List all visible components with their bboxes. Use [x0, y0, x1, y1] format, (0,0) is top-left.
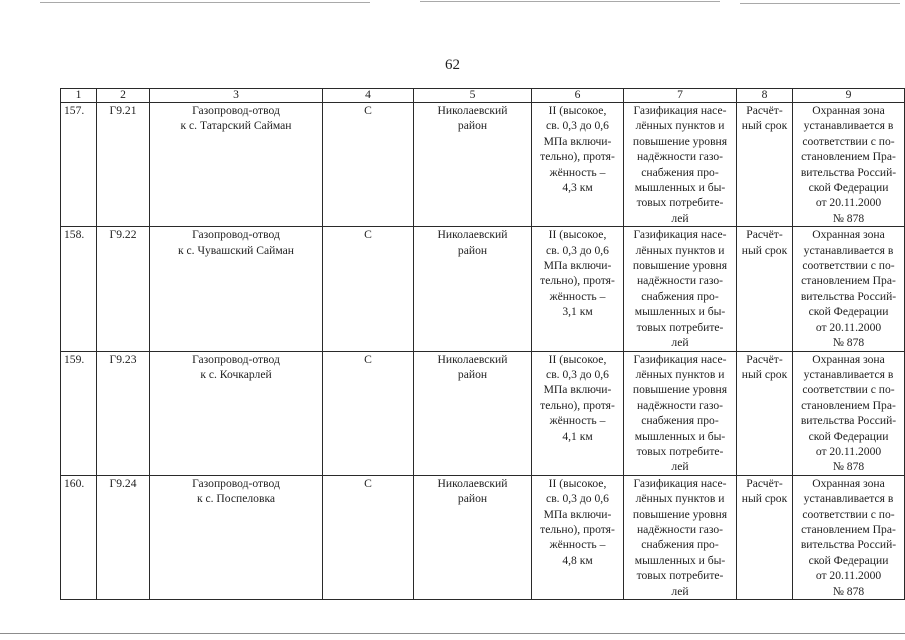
implementation-term: Расчёт- ный срок: [737, 103, 793, 227]
header-col-3: 3: [150, 89, 323, 103]
object-parameters: II (высокое, св. 0,3 до 0,6 МПа включи- тельно), протя- жённость – 4,8 км: [532, 475, 624, 599]
object-parameters: II (высокое, св. 0,3 до 0,6 МПа включи- тельно), протя- жённость – 4,1 км: [532, 351, 624, 475]
implementation-term: Расчёт- ный срок: [737, 351, 793, 475]
object-purpose: Газификация насе- лённых пунктов и повышение уровня надёжности газо- снабжения про- мышленных и бы- товых потребите- лей: [624, 351, 737, 475]
implementation-term: Расчёт- ный срок: [737, 227, 793, 351]
register-table: [60, 88, 905, 600]
table-header: [61, 89, 905, 103]
object-status: С: [323, 475, 414, 599]
header-row: [61, 89, 905, 103]
object-parameters: II (высокое, св. 0,3 до 0,6 МПа включи- тельно), протя- жённость – 3,1 км: [532, 227, 624, 351]
table-row: [61, 351, 905, 475]
object-purpose: Газификация насе- лённых пунктов и повышение уровня надёжности газо- снабжения про- мышленных и бы- товых потребите- лей: [624, 103, 737, 227]
header-col-9: 9: [793, 89, 905, 103]
row-number: 159.: [61, 351, 97, 475]
object-code: Г9.23: [97, 351, 150, 475]
object-code: Г9.24: [97, 475, 150, 599]
header-col-6: 6: [532, 89, 624, 103]
protection-zone: Охранная зона устанавливается в соответствии с по- становлением Пра- вительства Россий- ской Федерации от 20.11.2000 № 878: [793, 103, 905, 227]
protection-zone: Охранная зона устанавливается в соответствии с по- становлением Пра- вительства Россий- ской Федерации от 20.11.2000 № 878: [793, 475, 905, 599]
district: Николаевский район: [414, 103, 532, 227]
row-number: 157.: [61, 103, 97, 227]
header-col-8: 8: [737, 89, 793, 103]
object-purpose: Газификация насе- лённых пунктов и повышение уровня надёжности газо- снабжения про- мышленных и бы- товых потребите- лей: [624, 475, 737, 599]
header-col-2: 2: [97, 89, 150, 103]
header-col-4: 4: [323, 89, 414, 103]
protection-zone: Охранная зона устанавливается в соответствии с по- становлением Пра- вительства Россий- ской Федерации от 20.11.2000 № 878: [793, 227, 905, 351]
protection-zone: Охранная зона устанавливается в соответствии с по- становлением Пра- вительства Россий- ской Федерации от 20.11.2000 № 878: [793, 351, 905, 475]
district: Николаевский район: [414, 475, 532, 599]
object-status: С: [323, 103, 414, 227]
object-name: Газопровод-отвод к с. Кочкарлей: [150, 351, 323, 475]
table-row: [61, 475, 905, 599]
object-name: Газопровод-отвод к с. Чувашский Сайман: [150, 227, 323, 351]
row-number: 158.: [61, 227, 97, 351]
header-col-7: 7: [624, 89, 737, 103]
object-code: Г9.22: [97, 227, 150, 351]
object-parameters: II (высокое, св. 0,3 до 0,6 МПа включи- тельно), протя- жённость – 4,3 км: [532, 103, 624, 227]
page-number: 62: [445, 57, 460, 73]
implementation-term: Расчёт- ный срок: [737, 475, 793, 599]
district: Николаевский район: [414, 351, 532, 475]
object-status: С: [323, 227, 414, 351]
table-row: [61, 103, 905, 227]
object-name: Газопровод-отвод к с. Поспеловка: [150, 475, 323, 599]
header-col-1: 1: [61, 89, 97, 103]
table-row: [61, 227, 905, 351]
header-col-5: 5: [414, 89, 532, 103]
row-number: 160.: [61, 475, 97, 599]
object-status: С: [323, 351, 414, 475]
page-bottom-edge: [0, 633, 905, 634]
object-code: Г9.21: [97, 103, 150, 227]
table-body: [61, 103, 905, 600]
object-purpose: Газификация насе- лённых пунктов и повышение уровня надёжности газо- снабжения про- мышленных и бы- товых потребите- лей: [624, 227, 737, 351]
scan-edge-marks: [0, 0, 905, 6]
district: Николаевский район: [414, 227, 532, 351]
object-name: Газопровод-отвод к с. Татарский Сайман: [150, 103, 323, 227]
